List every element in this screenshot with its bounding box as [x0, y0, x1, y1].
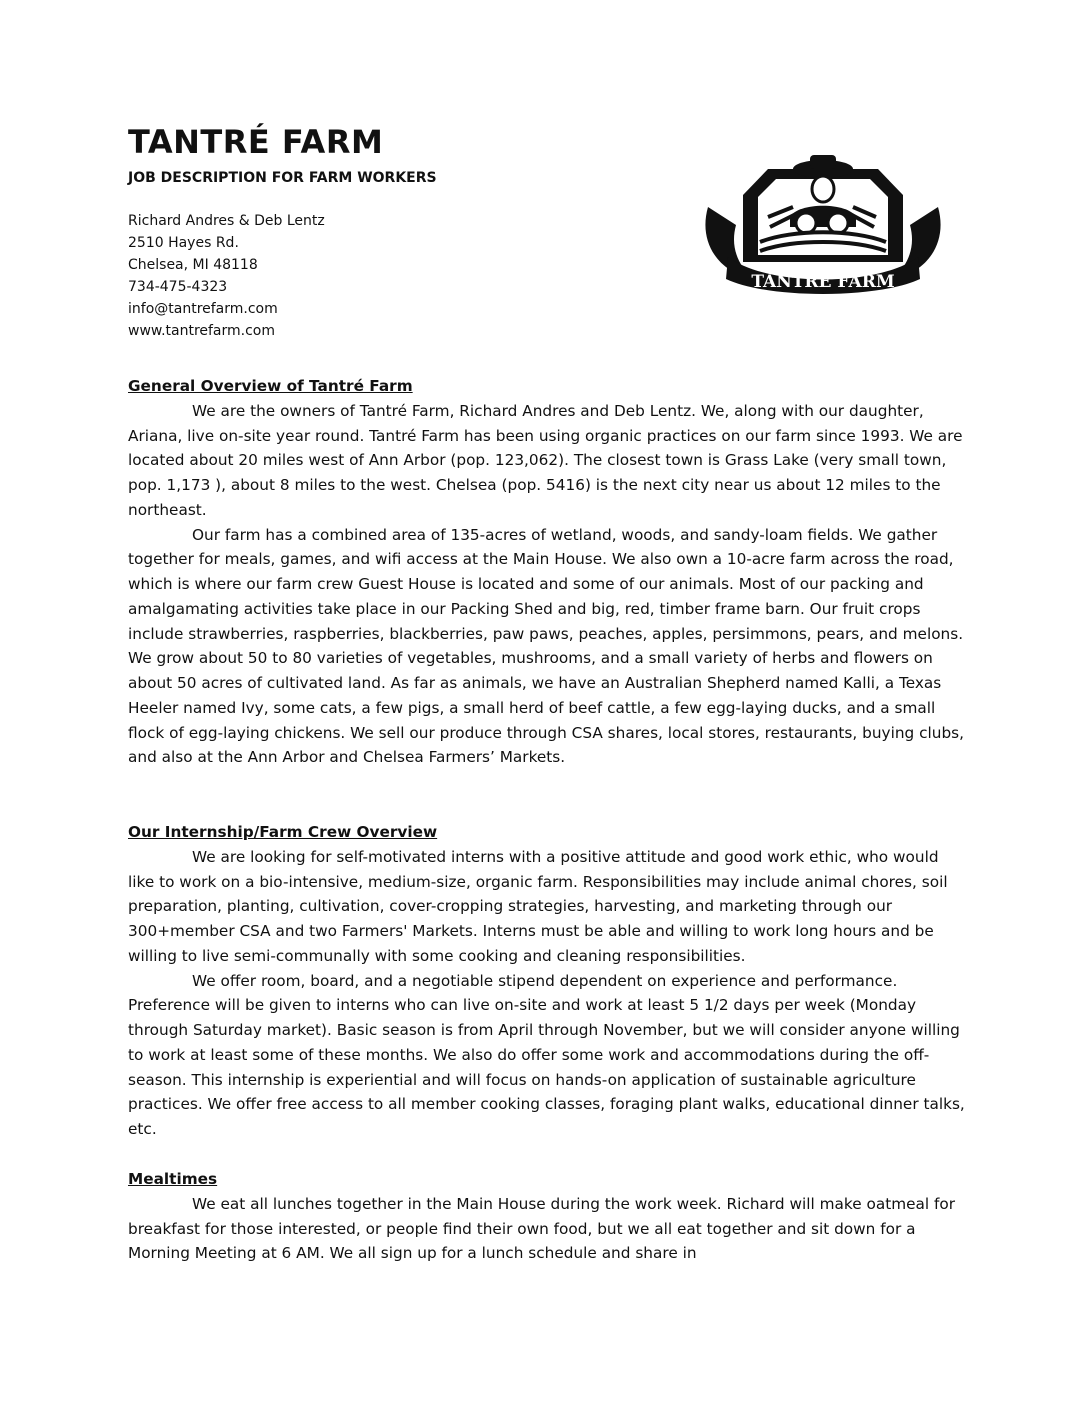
internship-overview-section: [128, 820, 968, 1142]
mealtimes-section: [128, 1167, 968, 1266]
section-heading: Our Internship/Farm Crew Overview: [128, 823, 438, 841]
paragraph: We are looking for self-motivated interns with a positive attitude and good work ethic, who would like to work on a bio-intensive, medium-size, organic farm. Responsibilities may include animal chores, soil preparation, planting, cultivation, cover-cropping strategies, harvesting, and marketing through our 300+member CSA and two Farmers' Markets. Interns must be able and willing to work long hours and be willing to live semi-communally with some cooking and cleaning responsibilities.: [128, 847, 948, 965]
contact-block: [128, 210, 958, 342]
logo-text: TANTRÉ FARM: [751, 272, 895, 292]
paragraph: We offer room, board, and a negotiable stipend dependent on experience and performance. Preference will be given to interns who can live on-site and work at least 5 1/2 days per week (Monday through Saturday market). Basic season is from April through November, but we will consider anyone willing to work at least some of these months. We also do offer some work and accommodations during the off-season. This internship is experiential and will focus on hands-on application of sustainable agriculture practices. We offer free access to all member cooking classes, foraging plant walks, educational dinner talks, etc.: [128, 971, 965, 1138]
general-overview-section: [128, 374, 968, 770]
paragraph: We eat all lunches together in the Main House during the work week. Richard will make oatmeal for breakfast for those interested, or people find their own food, but we all eat together and sit down for a Morning Meeting at 6 AM. We all sign up for a lunch schedule and share in: [128, 1194, 956, 1263]
section-heading: Mealtimes: [128, 1170, 218, 1188]
page-title: TANTRÉ FARM: [128, 123, 384, 161]
page-subtitle: JOB DESCRIPTION FOR FARM WORKERS: [128, 170, 437, 186]
contact-website: www.tantrefarm.com: [128, 323, 276, 339]
document-page: [128, 122, 965, 1263]
paragraph: Our farm has a combined area of 135-acres of wetland, woods, and sandy-loam fields. We gather together for meals, games, and wifi access at the Main House. We also own a 10-acre farm across the road, which is where our farm crew Guest House is located and some of our animals. Most of our packing and amalgamating activities take place in our Packing Shed and big, red, timber frame barn. Our fruit crops include strawberries, raspberries, blackberries, paw paws, peaches, apples, persimmons, pears, and melons. We grow about 50 to 80 varieties of vegetables, mushrooms, and a small variety of herbs and flowers on about 50 acres of cultivated land. As far as animals, we have an Australian Shepherd named Kalli, a Texas Heeler named Ivy, some cats, a few pigs, a small herd of beef cattle, a few egg-laying ducks, and a small flock of egg-laying chickens. We sell our produce through CSA shares, local stores, restaurants, buying clubs, and also at the Ann Arbor and Chelsea Farmers’ Markets.: [128, 525, 964, 767]
contact-email: info@tantrefarm.com: [128, 301, 278, 317]
section-heading: General Overview of Tantré Farm: [128, 377, 413, 395]
contact-street: 2510 Hayes Rd.: [128, 235, 239, 251]
contact-phone: 734-475-4323: [128, 279, 228, 295]
contact-city: Chelsea, MI 48118: [128, 257, 258, 273]
paragraph: We are the owners of Tantré Farm, Richard Andres and Deb Lentz. We, along with our daughter, Ariana, live on-site year round. Tantré Farm has been using organic practices on our farm since 1993. We are located about 20 miles west of Ann Arbor (pop. 123,062). The closest town is Grass Lake (very small town, pop. 1,173 ), about 8 miles to the west. Chelsea (pop. 5416) is the next city near us about 12 miles to the northeast.: [128, 401, 963, 519]
contact-names: Richard Andres & Deb Lentz: [128, 213, 325, 229]
